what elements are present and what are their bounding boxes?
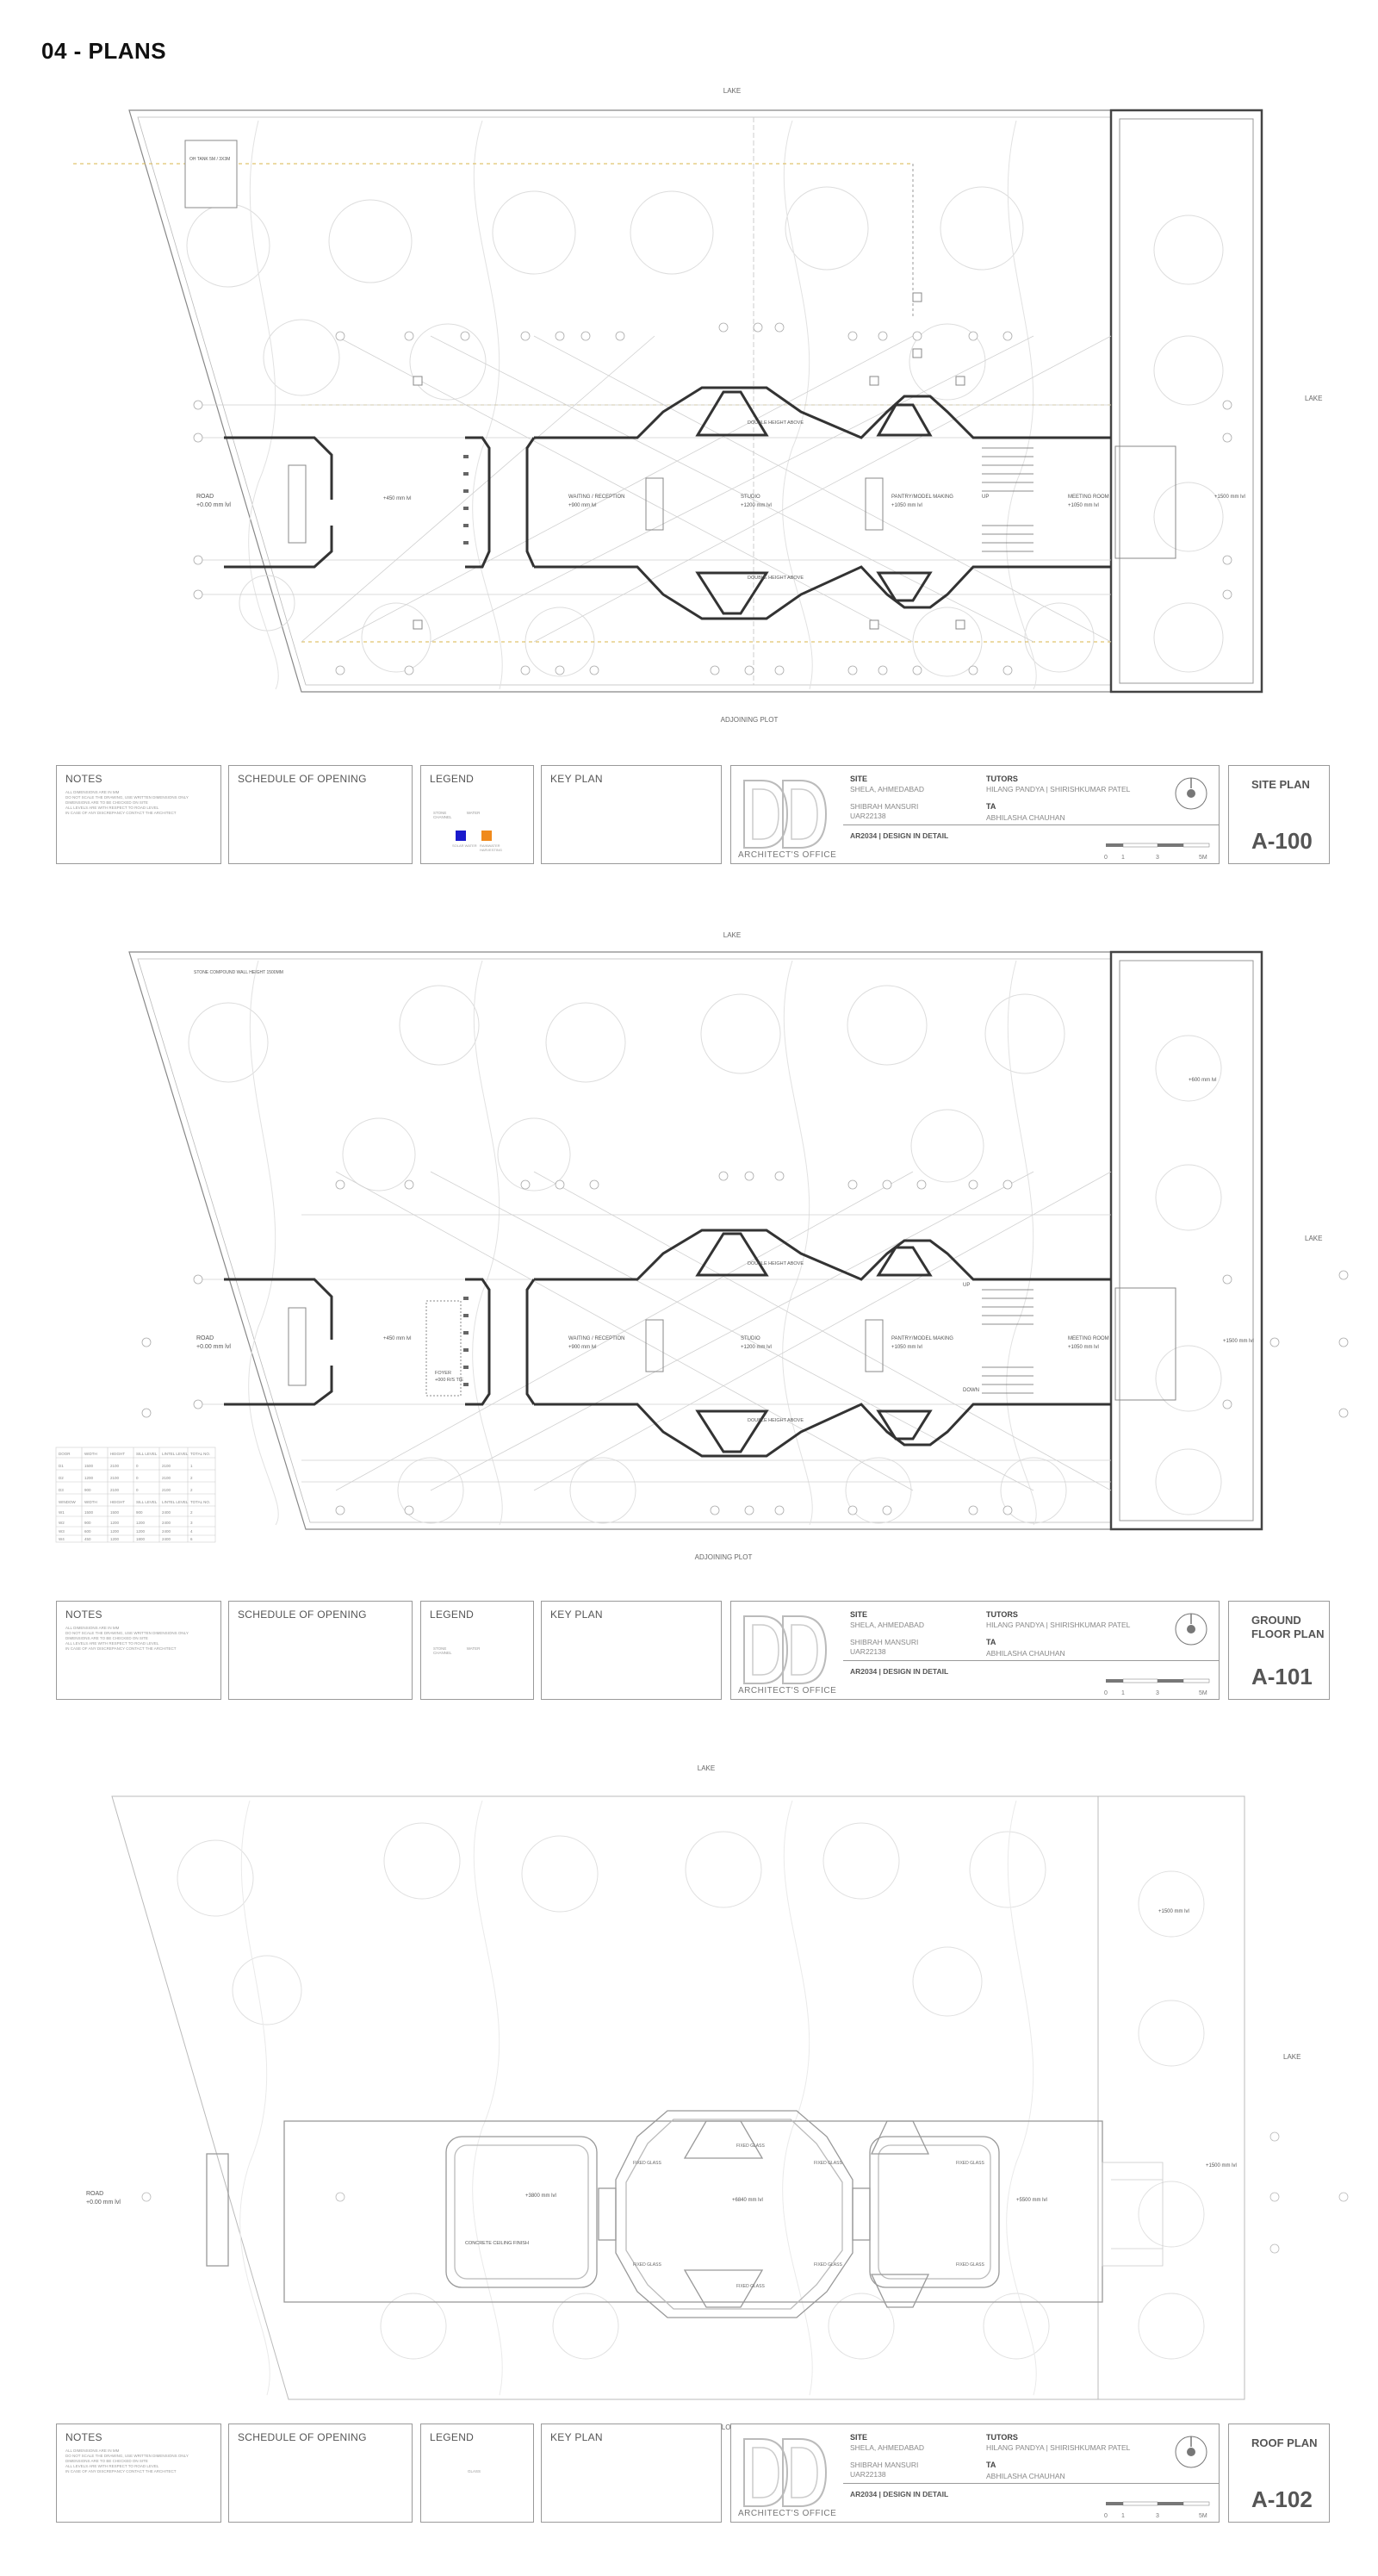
sheet-label-box: [1228, 2424, 1330, 2523]
ta-label: TA: [986, 1638, 996, 1646]
site-value: SHELA, AHMEDABAD: [850, 2443, 924, 2452]
label-studio: STUDIO: [741, 1336, 760, 1341]
note-line: IN CASE OF ANY DISCREPANCY CONTACT THE ARCHITECT: [65, 1646, 177, 1651]
ta-value: ABHILASHA CHAUHAN: [986, 813, 1065, 822]
label-fixed-glass: FIXED GLASS: [736, 2284, 765, 2289]
label-waiting: WAITING / RECEPTION: [568, 495, 625, 500]
schedule-cell: 2100: [162, 1488, 171, 1492]
schedule-cell: 2100: [110, 1476, 120, 1480]
schedule-cell: 1500: [110, 1510, 120, 1515]
schedule-cell: HEIGHT: [110, 1500, 126, 1504]
label-up: UP: [982, 495, 990, 500]
schedule-box: [228, 1601, 413, 1700]
schedule-cell: WIDTH: [84, 1500, 97, 1504]
scale-tick-3: 3: [1156, 2513, 1159, 2519]
legend-item-channel: CHANNEL: [433, 815, 452, 819]
label-pantry: PANTRY/MODEL MAKING: [891, 495, 953, 500]
student-id: UAR22138: [850, 2470, 886, 2479]
student-id: UAR22138: [850, 812, 886, 820]
label-meeting-level: +1050 mm lvl: [1068, 1345, 1099, 1350]
notes-box: [56, 2424, 221, 2523]
schedule-cell: 0: [136, 1488, 139, 1492]
keyplan-heading: KEY PLAN: [550, 2431, 603, 2443]
legend-label-solar: SOLAR WATER: [452, 843, 477, 848]
legend-item-glass: GLASS: [468, 2469, 481, 2473]
label-double-height-top: DOUBLE HEIGHT ABOVE: [748, 420, 804, 426]
label-fixed-glass: FIXED GLASS: [814, 2262, 842, 2268]
label-fixed-glass: FIXED GLASS: [633, 2161, 661, 2166]
label-lake-north: LAKE: [723, 931, 742, 939]
schedule-cell: D2: [59, 1476, 64, 1480]
label-waiting-level: +900 mm lvl: [568, 503, 597, 508]
label-adjoining-plot: ADJOINING PLOT: [694, 1553, 753, 1561]
office-name: ARCHITECT'S OFFICE: [738, 850, 837, 860]
ta-value: ABHILASHA CHAUHAN: [986, 1649, 1065, 1658]
note-line: DO NOT SCALE THE DRAWING, USE WRITTEN DIMENSIONS ONLY: [65, 1631, 189, 1635]
note-line: ALL DIMENSIONS ARE IN MM: [65, 1626, 120, 1630]
label-studio-level: +1200 mm lvl: [741, 1345, 772, 1350]
legend-box: [420, 765, 534, 864]
label-fixed-glass: FIXED GLASS: [736, 2144, 765, 2149]
scale-tick-5m: 5M: [1199, 1690, 1207, 1696]
label-pantry: PANTRY/MODEL MAKING: [891, 1336, 953, 1341]
label-entry-level: +450 mm lvl: [383, 496, 412, 501]
notes-box: [56, 1601, 221, 1700]
schedule-cell: 0: [136, 1476, 139, 1480]
label-entry-level: +450 mm lvl: [383, 1336, 412, 1341]
label-meeting: MEETING ROOM: [1068, 495, 1109, 500]
legend-swatch-rainwater: [481, 831, 492, 841]
schedule-cell: W4: [59, 1537, 65, 1541]
schedule-cell: TOTAL NO.: [190, 1452, 211, 1456]
site-value: SHELA, AHMEDABAD: [850, 1621, 924, 1629]
schedule-cell: 1200: [110, 1537, 120, 1541]
scale-bar: [1102, 2498, 1214, 2523]
label-adjoining-plot: ADJOINING PLOT: [720, 716, 779, 724]
schedule-cell: LINTEL LEVEL: [162, 1500, 189, 1504]
schedule-cell: 1500: [84, 1510, 94, 1515]
site-label: SITE: [850, 775, 868, 783]
scale-bar: [1102, 840, 1214, 864]
schedule-cell: 1200: [136, 1529, 146, 1534]
note-line: ALL LEVELS ARE WITH RESPECT TO ROAD LEVEL: [65, 806, 159, 810]
sheet-number: A-101: [1251, 1664, 1313, 1689]
scale-tick-1: 1: [1121, 2513, 1125, 2519]
scale-tick-1: 1: [1121, 1690, 1125, 1696]
course-code: AR2034 | DESIGN IN DETAIL: [850, 1667, 949, 1676]
keyplan-heading: KEY PLAN: [550, 1608, 603, 1621]
site-label: SITE: [850, 2433, 868, 2442]
schedule-cell: 6: [190, 1537, 193, 1541]
roof-plan-sheet: [0, 1732, 1378, 2576]
schedule-cell: 2100: [162, 1476, 171, 1480]
schedule-cell: D1: [59, 1464, 64, 1468]
note-line: ALL LEVELS ARE WITH RESPECT TO ROAD LEVEL: [65, 1641, 159, 1646]
site-value: SHELA, AHMEDABAD: [850, 785, 924, 793]
keyplan-box: [541, 1601, 722, 1700]
schedule-cell: 2400: [162, 1510, 171, 1515]
student-name: SHIBRAH MANSURI: [850, 802, 919, 811]
keyplan-heading: KEY PLAN: [550, 773, 603, 785]
scale-tick-5m: 5M: [1199, 855, 1207, 861]
office-name: ARCHITECT'S OFFICE: [738, 1686, 837, 1696]
label-right-level: +1500 mm lvl: [1223, 1339, 1254, 1344]
office-logo: [740, 1612, 835, 1688]
label-up: UP: [963, 1283, 971, 1288]
schedule-heading: SCHEDULE OF OPENING: [238, 2431, 367, 2443]
label-pantry-level: +1050 mm lvl: [891, 503, 922, 508]
office-logo: [740, 776, 835, 852]
legend-box: [420, 2424, 534, 2523]
schedule-cell: 3: [190, 1521, 193, 1525]
note-line: IN CASE OF ANY DISCREPANCY CONTACT THE ARCHITECT: [65, 2469, 177, 2473]
label-double-height-bottom: DOUBLE HEIGHT ABOVE: [748, 576, 804, 581]
scale-tick-0: 0: [1104, 855, 1108, 861]
legend-heading: LEGEND: [430, 2431, 475, 2443]
legend-label-rainwater: RAINWATER HARVESTING: [480, 843, 502, 852]
schedule-cell: 2400: [162, 1529, 171, 1534]
info-box: [730, 2424, 1220, 2523]
label-adjoining-plot: PLOT: [717, 2424, 736, 2431]
ta-label: TA: [986, 2461, 996, 2469]
label-studio: STUDIO: [741, 495, 760, 500]
scale-tick-5m: 5M: [1199, 2513, 1207, 2519]
tutors-label: TUTORS: [986, 2433, 1018, 2442]
label-lake-north: LAKE: [723, 87, 742, 95]
label-meeting: MEETING ROOM: [1068, 1336, 1109, 1341]
schedule-cell: 1200: [110, 1529, 120, 1534]
sheet-number: A-100: [1251, 828, 1313, 854]
label-road-level: +0.00 mm lvl: [196, 502, 231, 508]
label-right-level: +1500 mm lvl: [1214, 495, 1245, 500]
label-pantry-level: +1050 mm lvl: [891, 1345, 922, 1350]
schedule-cell: 2: [190, 1510, 193, 1515]
legend-heading: LEGEND: [430, 1608, 475, 1621]
ta-value: ABHILASHA CHAUHAN: [986, 2472, 1065, 2480]
schedule-cell: D3: [59, 1488, 64, 1492]
label-foyer-level: +000 R/S TIE: [435, 1378, 464, 1383]
schedule-cell: 2: [190, 1488, 193, 1492]
scale-tick-0: 0: [1104, 1690, 1108, 1696]
office-logo: [740, 2435, 835, 2511]
tutors-value: HILANG PANDYA | SHIRISHKUMAR PATEL: [986, 785, 1131, 793]
tutors-value: HILANG PANDYA | SHIRISHKUMAR PATEL: [986, 2443, 1131, 2452]
legend-item-water: WATER: [466, 1646, 481, 1651]
site-plan-drawing: [0, 0, 1378, 896]
north-arrow-icon: [1172, 775, 1210, 812]
label-fixed-glass: FIXED GLASS: [956, 2262, 984, 2268]
site-plan-sheet: [0, 0, 1378, 896]
notes-box: [56, 765, 221, 864]
schedule-cell: 1200: [110, 1521, 120, 1525]
schedule-cell: 2400: [162, 1521, 171, 1525]
info-box: [730, 1601, 1220, 1700]
tutors-label: TUTORS: [986, 775, 1018, 783]
office-name: ARCHITECT'S OFFICE: [738, 2509, 837, 2518]
tutors-value: HILANG PANDYA | SHIRISHKUMAR PATEL: [986, 1621, 1131, 1629]
schedule-box: [228, 765, 413, 864]
course-code: AR2034 | DESIGN IN DETAIL: [850, 831, 949, 840]
label-level-a: +3800 mm lvl: [525, 2193, 556, 2199]
keyplan-box: [541, 2424, 722, 2523]
legend-item-channel: CHANNEL: [433, 1651, 452, 1655]
course-code: AR2034 | DESIGN IN DETAIL: [850, 2490, 949, 2498]
label-fixed-glass: FIXED GLASS: [956, 2161, 984, 2166]
label-studio-level: +1200 mm lvl: [741, 503, 772, 508]
legend-heading: LEGEND: [430, 773, 475, 785]
label-waiting: WAITING / RECEPTION: [568, 1336, 625, 1341]
schedule-cell: 1500: [84, 1464, 94, 1468]
schedule-cell: 450: [84, 1537, 91, 1541]
note-line: IN CASE OF ANY DISCREPANCY CONTACT THE ARCHITECT: [65, 811, 177, 815]
label-double-height-bottom: DOUBLE HEIGHT ABOVE: [748, 1418, 804, 1423]
schedule-cell: W3: [59, 1529, 65, 1534]
schedule-cell: 2400: [162, 1537, 171, 1541]
label-lake-east: LAKE: [1305, 395, 1323, 402]
schedule-box: [228, 2424, 413, 2523]
keyplan-box: [541, 765, 722, 864]
info-box: [730, 765, 1220, 864]
tutors-label: TUTORS: [986, 1610, 1018, 1619]
label-level-c: +5500 mm lvl: [1016, 2198, 1047, 2203]
schedule-cell: 1800: [136, 1537, 146, 1541]
schedule-cell: 2: [190, 1476, 193, 1480]
label-lake-east: LAKE: [1283, 2053, 1301, 2061]
legend-swatch-solar: [456, 831, 466, 841]
schedule-cell: HEIGHT: [110, 1452, 126, 1456]
sheet-name: GROUND FLOOR PLAN: [1251, 1614, 1325, 1640]
scale-bar: [1102, 1676, 1214, 1700]
sheet-label-box: [1228, 765, 1330, 864]
label-fixed-glass: FIXED GLASS: [814, 2161, 842, 2166]
schedule-cell: 2100: [110, 1464, 120, 1468]
schedule-cell: LINTEL LEVEL: [162, 1452, 189, 1456]
note-line: ALL LEVELS ARE WITH RESPECT TO ROAD LEVEL: [65, 2464, 159, 2468]
page-title: 04 - PLANS: [41, 38, 167, 64]
note-line: DIMENSIONS ARE TO BE CHECKED ON SITE: [65, 1636, 148, 1640]
label-tank: OH TANK 5M / 3X3M: [189, 157, 231, 162]
scale-tick-3: 3: [1156, 855, 1159, 861]
label-meeting-level: +1050 mm lvl: [1068, 503, 1099, 508]
schedule-cell: TOTAL NO.: [190, 1500, 211, 1504]
north-arrow-icon: [1172, 1610, 1210, 1648]
scale-tick-3: 3: [1156, 1690, 1159, 1696]
label-lake-east: LAKE: [1305, 1235, 1323, 1242]
label-waiting-level: +900 mm lvl: [568, 1345, 597, 1350]
label-fixed-glass: FIXED GLASS: [633, 2262, 661, 2268]
north-arrow-icon: [1172, 2433, 1210, 2471]
label-road: ROAD: [196, 494, 214, 500]
sheet-label-box: [1228, 1601, 1330, 1700]
label-level-b: +6840 mm lvl: [732, 2198, 763, 2203]
legend-item-stone: STONE: [433, 1646, 447, 1651]
label-lawn-level: +1500 mm lvl: [1158, 1909, 1189, 1914]
label-lake-north: LAKE: [697, 1764, 716, 1772]
student-name: SHIBRAH MANSURI: [850, 2461, 919, 2469]
legend-item-stone: STONE: [433, 811, 447, 815]
note-line: DIMENSIONS ARE TO BE CHECKED ON SITE: [65, 2459, 148, 2463]
scale-tick-0: 0: [1104, 2513, 1108, 2519]
ground-floor-plan-sheet: [0, 896, 1378, 1732]
ta-label: TA: [986, 802, 996, 811]
schedule-cell: 4: [190, 1529, 193, 1534]
note-line: DIMENSIONS ARE TO BE CHECKED ON SITE: [65, 800, 148, 805]
schedule-heading: SCHEDULE OF OPENING: [238, 773, 367, 785]
schedule-cell: 0: [136, 1464, 139, 1468]
label-road: ROAD: [86, 2191, 104, 2197]
schedule-cell: SILL LEVEL: [136, 1500, 158, 1504]
note-line: DO NOT SCALE THE DRAWING, USE WRITTEN DIMENSIONS ONLY: [65, 2454, 189, 2458]
label-down: DOWN: [963, 1388, 979, 1393]
label-double-height-top: DOUBLE HEIGHT ABOVE: [748, 1261, 804, 1266]
schedule-cell: 600: [84, 1529, 91, 1534]
notes-heading: NOTES: [65, 2431, 102, 2443]
schedule-heading: SCHEDULE OF OPENING: [238, 1608, 367, 1621]
student-name: SHIBRAH MANSURI: [850, 1638, 919, 1646]
schedule-cell: 1200: [84, 1476, 94, 1480]
label-lawn-level: +600 mm lvl: [1189, 1078, 1217, 1083]
label-road: ROAD: [196, 1335, 214, 1341]
notes-heading: NOTES: [65, 773, 102, 785]
sheet-name: ROOF PLAN: [1251, 2436, 1318, 2449]
note-line: ALL DIMENSIONS ARE IN MM: [65, 790, 120, 794]
schedule-cell: 2100: [110, 1488, 120, 1492]
notes-heading: NOTES: [65, 1608, 102, 1621]
note-line: DO NOT SCALE THE DRAWING, USE WRITTEN DIMENSIONS ONLY: [65, 795, 189, 800]
site-label: SITE: [850, 1610, 868, 1619]
label-right-level: +1500 mm lvl: [1206, 2163, 1237, 2168]
sheet-number: A-102: [1251, 2486, 1313, 2512]
label-road-level: +0.00 mm lvl: [86, 2200, 121, 2206]
schedule-cell: 900: [84, 1488, 91, 1492]
note-line: ALL DIMENSIONS ARE IN MM: [65, 2448, 120, 2453]
schedule-cell: WINDOW: [59, 1500, 76, 1504]
schedule-cell: DOOR: [59, 1452, 71, 1456]
label-foyer: FOYER: [435, 1371, 451, 1376]
schedule-cell: W1: [59, 1510, 65, 1515]
legend-item-water: WATER: [466, 811, 481, 815]
legend-box: [420, 1601, 534, 1700]
schedule-cell: W2: [59, 1521, 65, 1525]
schedule-cell: 900: [136, 1510, 143, 1515]
schedule-cell: 1: [190, 1464, 193, 1468]
schedule-cell: 1200: [136, 1521, 146, 1525]
schedule-cell: 900: [84, 1521, 91, 1525]
label-compound-wall: STONE COMPOUND WALL HEIGHT 1500MM: [194, 970, 283, 975]
sheet-name: SITE PLAN: [1251, 778, 1310, 791]
schedule-cell: WIDTH: [84, 1452, 97, 1456]
label-road-level: +0.00 mm lvl: [196, 1344, 231, 1350]
scale-tick-1: 1: [1121, 855, 1125, 861]
student-id: UAR22138: [850, 1647, 886, 1656]
label-concrete-finish: CONCRETE CEILING FINISH: [465, 2241, 529, 2246]
schedule-cell: SILL LEVEL: [136, 1452, 158, 1456]
schedule-cell: 2100: [162, 1464, 171, 1468]
